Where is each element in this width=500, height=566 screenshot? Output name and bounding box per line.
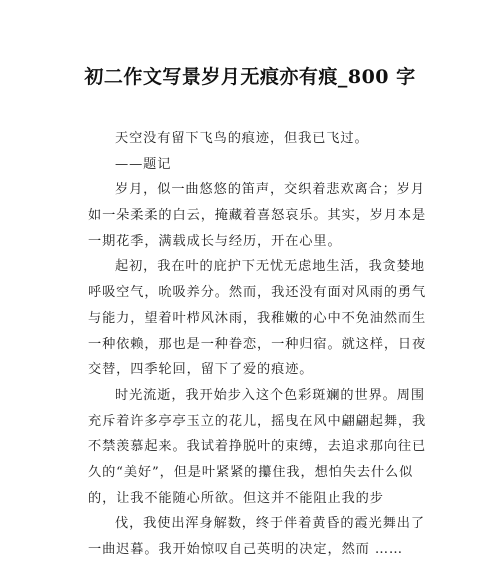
text-line: 如一朵柔柔的白云，掩藏着喜怒哀乐。其实，岁月本是 — [88, 208, 427, 224]
text-line: 天空没有留下飞鸟的痕迹，但我已飞过。 — [115, 131, 369, 146]
text-line: 与能力，望着叶栉风沐雨，我稚嫩的心中不免油然而生 — [88, 310, 427, 326]
document-body — [88, 126, 427, 563]
text-line: 交替，四季轮回，留下了爱的痕迹。 — [88, 362, 314, 378]
text-line: 一种依赖，那也是一种眷恋，一种归宿。就这样，日夜 — [88, 336, 427, 352]
text-line: 充斥着许多亭亭玉立的花儿，摇曳在风中翩翩起舞，我 — [88, 413, 427, 429]
text-line: 伐，我使出浑身解数，终于伴着黄昏的霞光舞出了 — [115, 516, 425, 532]
text-line: 不禁羡慕起来。我试着挣脱叶的束缚，去追求那向往已 — [88, 439, 427, 455]
text-line: 时光流逝，我开始步入这个色彩斑斓的世界。周围 — [115, 387, 425, 403]
text-line: ——题记 — [115, 156, 172, 172]
text-line: 岁月，似一曲悠悠的笛声，交织着悲欢离合；岁月 — [115, 182, 425, 198]
document-title: 初二作文写景岁月无痕亦有痕_800 字 — [84, 66, 416, 88]
text-line: 起初，我在叶的庇护下无忧无虑地生活，我贪婪地 — [115, 259, 425, 275]
text-line: 一期花季，满载成长与经历，开在心里。 — [88, 233, 342, 249]
text-line: 的，让我不能随心所欲。但这并不能阻止我的步 — [88, 490, 384, 506]
text-line: 呼吸空气，吮吸养分。然而，我还没有面对风雨的勇气 — [88, 285, 427, 301]
text-line: 一曲迟暮。我开始惊叹自己英明的决定，然而 …… — [88, 542, 404, 557]
text-line: 久的“美好”，但是叶紧紧的攥住我，想怕失去什么似 — [88, 464, 414, 480]
